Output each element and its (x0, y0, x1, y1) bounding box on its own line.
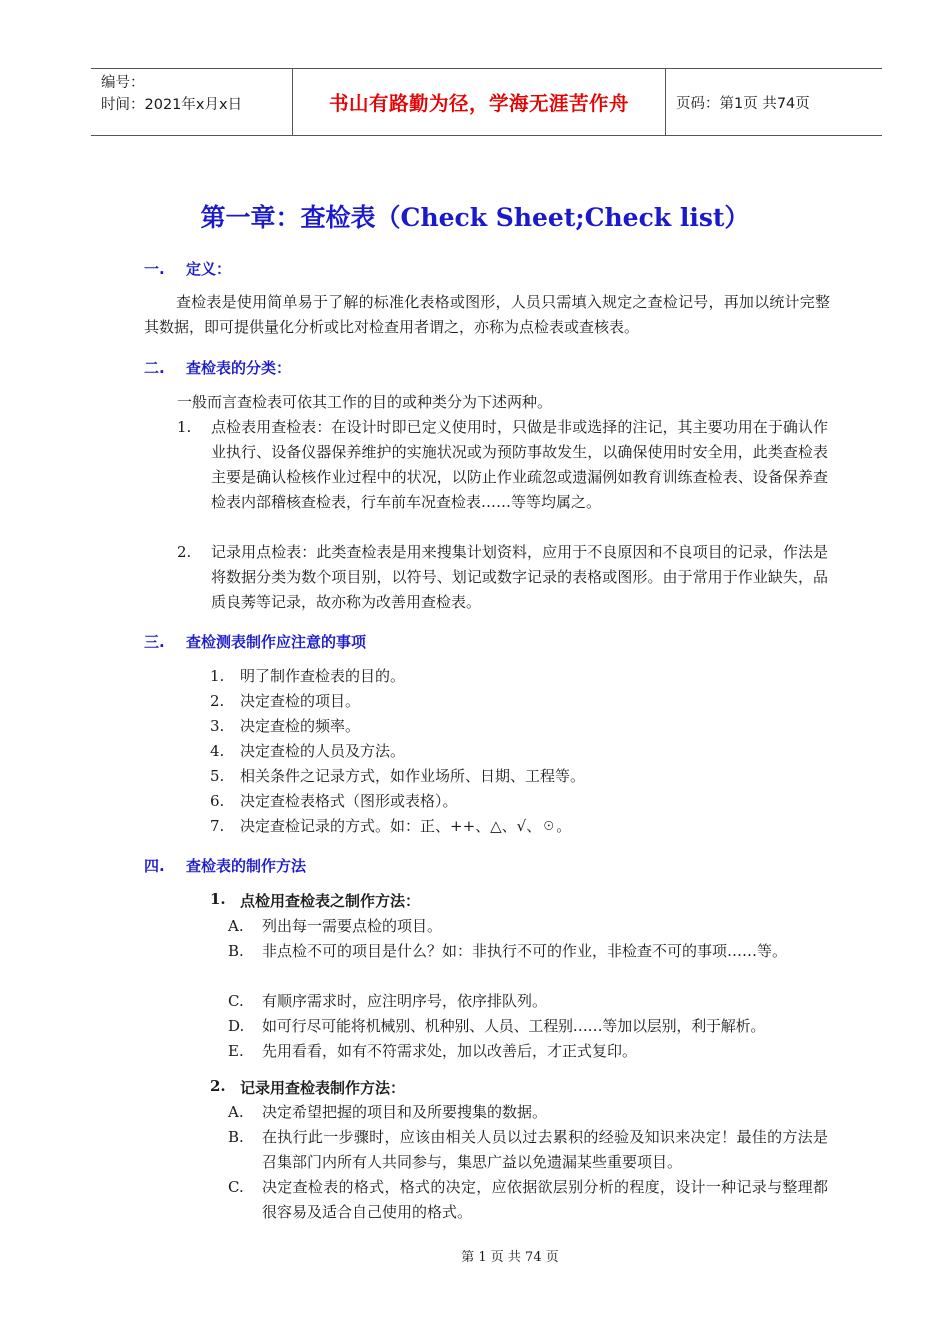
list-text: 点检表用查检表：在设计时即已定义使用时，只做是非或选择的注记，其主要功用在于确认作业执行、设备仪器保养维护的实施状况或为预防事故发生，以确保使用时安全用，此类查检表主要是确认检核作业过程中的状况，以防止作业疏忽或遗漏例如教育训练查检表、设备保养查检表内部稽核查检表，行车前车况查检表……等等均属之。 (211, 418, 828, 511)
list-text: 决定查检的频率。 (240, 717, 361, 735)
section-number: 二. (144, 359, 165, 377)
list-text: 决定查检的人员及方法。 (240, 742, 406, 760)
list-text: 决定希望把握的项目和及所要搜集的数据。 (262, 1103, 548, 1121)
list-text: 决定查检记录的方式。如：正、++、△、√、☉。 (240, 817, 572, 835)
page-info-text: 页码：第1页 共74页 (676, 95, 810, 112)
number-label: 编号： (101, 75, 145, 91)
list-letter: E. (228, 1042, 244, 1060)
list-number: 6. (210, 792, 225, 810)
method-title: 记录用查检表制作方法： (240, 1079, 406, 1097)
list-item (228, 939, 828, 964)
list-text: 列出每一需要点检的项目。 (262, 917, 443, 935)
method-number: 1. (210, 890, 226, 908)
list-item (177, 540, 828, 615)
list-letter: C. (228, 1178, 244, 1196)
list-text: 先用看看，如有不符需求处，加以改善后，才正式复印。 (262, 1042, 638, 1060)
list-text: 有顺序需求时，应注明序号，依序排队列。 (262, 992, 548, 1010)
header-page-info (666, 69, 882, 135)
list-item (210, 714, 360, 739)
section-title: 查检表的制作方法 (186, 857, 307, 875)
section-heading-3 (144, 631, 366, 652)
list-number: 3. (210, 717, 225, 735)
classification-intro: 一般而言查检表可依其工作的目的或种类分为下述两种。 (177, 393, 553, 411)
header-motto (293, 69, 666, 135)
list-letter: C. (228, 992, 244, 1010)
list-number: 2. (177, 543, 192, 561)
list-item (228, 1039, 828, 1064)
list-number: 2. (210, 692, 225, 710)
list-text: 相关条件之记录方式，如作业场所、日期、工程等。 (240, 767, 586, 785)
list-text: 记录用点检表：此类查检表是用来搜集计划资料，应用于不良原因和不良项目的记录，作法是将数据分类为数个项目别，以符号、划记或数字记录的表格或图形。由于常用于作业缺失，品质良莠等记录，故亦称为改善用查检表。 (211, 543, 828, 611)
chapter-title: 第一章：查检表（Check Sheet;Check list） (200, 203, 750, 232)
list-item (228, 1014, 828, 1039)
method-number: 2. (210, 1077, 226, 1095)
list-number: 4. (210, 742, 225, 760)
motto-text: 书山有路勤为径，学海无涯苦作舟 (328, 92, 629, 115)
header-meta (91, 69, 293, 135)
list-letter: D. (228, 1017, 245, 1035)
list-letter: A. (228, 917, 244, 935)
list-text: 非点检不可的项目是什么？如：非执行不可的作业，非检查不可的事项……等。 (262, 942, 788, 960)
section-number: 一. (144, 260, 165, 278)
time-label: 时间：2021年x月x日 (101, 97, 243, 113)
list-text: 决定查检表格式（图形或表格）。 (240, 792, 458, 810)
method-heading-1 (210, 890, 420, 911)
list-text: 明了制作查检表的目的。 (240, 667, 406, 685)
definition-paragraph: 查检表是使用简单易于了解的标准化表格或图形，人员只需填入规定之查检记号，再加以统计完整其数据，即可提供量化分析或比对检查用者谓之，亦称为点检表或查核表。 (144, 293, 830, 336)
list-item (228, 989, 828, 1014)
list-letter: B. (228, 1128, 244, 1146)
list-item (210, 814, 571, 839)
list-item (228, 1175, 828, 1225)
list-text: 决定查检表的格式，格式的决定，应依据欲层别分析的程度，设计一种记录与整理都很容易及适合自己使用的格式。 (262, 1178, 828, 1221)
list-number: 1. (210, 667, 225, 685)
list-item (177, 415, 828, 515)
list-item (228, 1100, 828, 1125)
section-title: 定义： (186, 260, 232, 278)
list-number: 5. (210, 767, 225, 785)
list-number: 1. (177, 418, 192, 436)
list-item (210, 764, 585, 789)
list-number: 7. (210, 817, 225, 835)
section-number: 三. (144, 633, 165, 651)
section-heading-2 (144, 357, 291, 378)
list-letter: A. (228, 1103, 244, 1121)
list-item (210, 689, 360, 714)
page-header (91, 68, 882, 136)
section-number: 四. (144, 857, 165, 875)
page-footer: 第 1 页 共 74 页 (461, 1250, 559, 1265)
section-heading-1 (144, 258, 231, 279)
list-text: 如可行尽可能将机械别、机种别、人员、工程别……等加以层别，利于解析。 (262, 1017, 766, 1035)
list-letter: B. (228, 942, 244, 960)
section-title: 查检表的分类： (186, 359, 292, 377)
list-item (228, 1125, 828, 1175)
list-item (210, 664, 405, 689)
section-heading-4 (144, 855, 306, 876)
method-heading-2 (210, 1077, 405, 1098)
method-title: 点检用查检表之制作方法： (240, 892, 421, 910)
list-text: 在执行此一步骤时，应该由相关人员以过去累积的经验及知识来决定！最佳的方法是召集部门内所有人共同参与，集思广益以免遗漏某些重要项目。 (262, 1128, 828, 1171)
section-title: 查检测表制作应注意的事项 (186, 633, 367, 651)
list-item (210, 739, 405, 764)
list-item (228, 914, 828, 939)
list-item (210, 789, 458, 814)
list-text: 决定查检的项目。 (240, 692, 361, 710)
